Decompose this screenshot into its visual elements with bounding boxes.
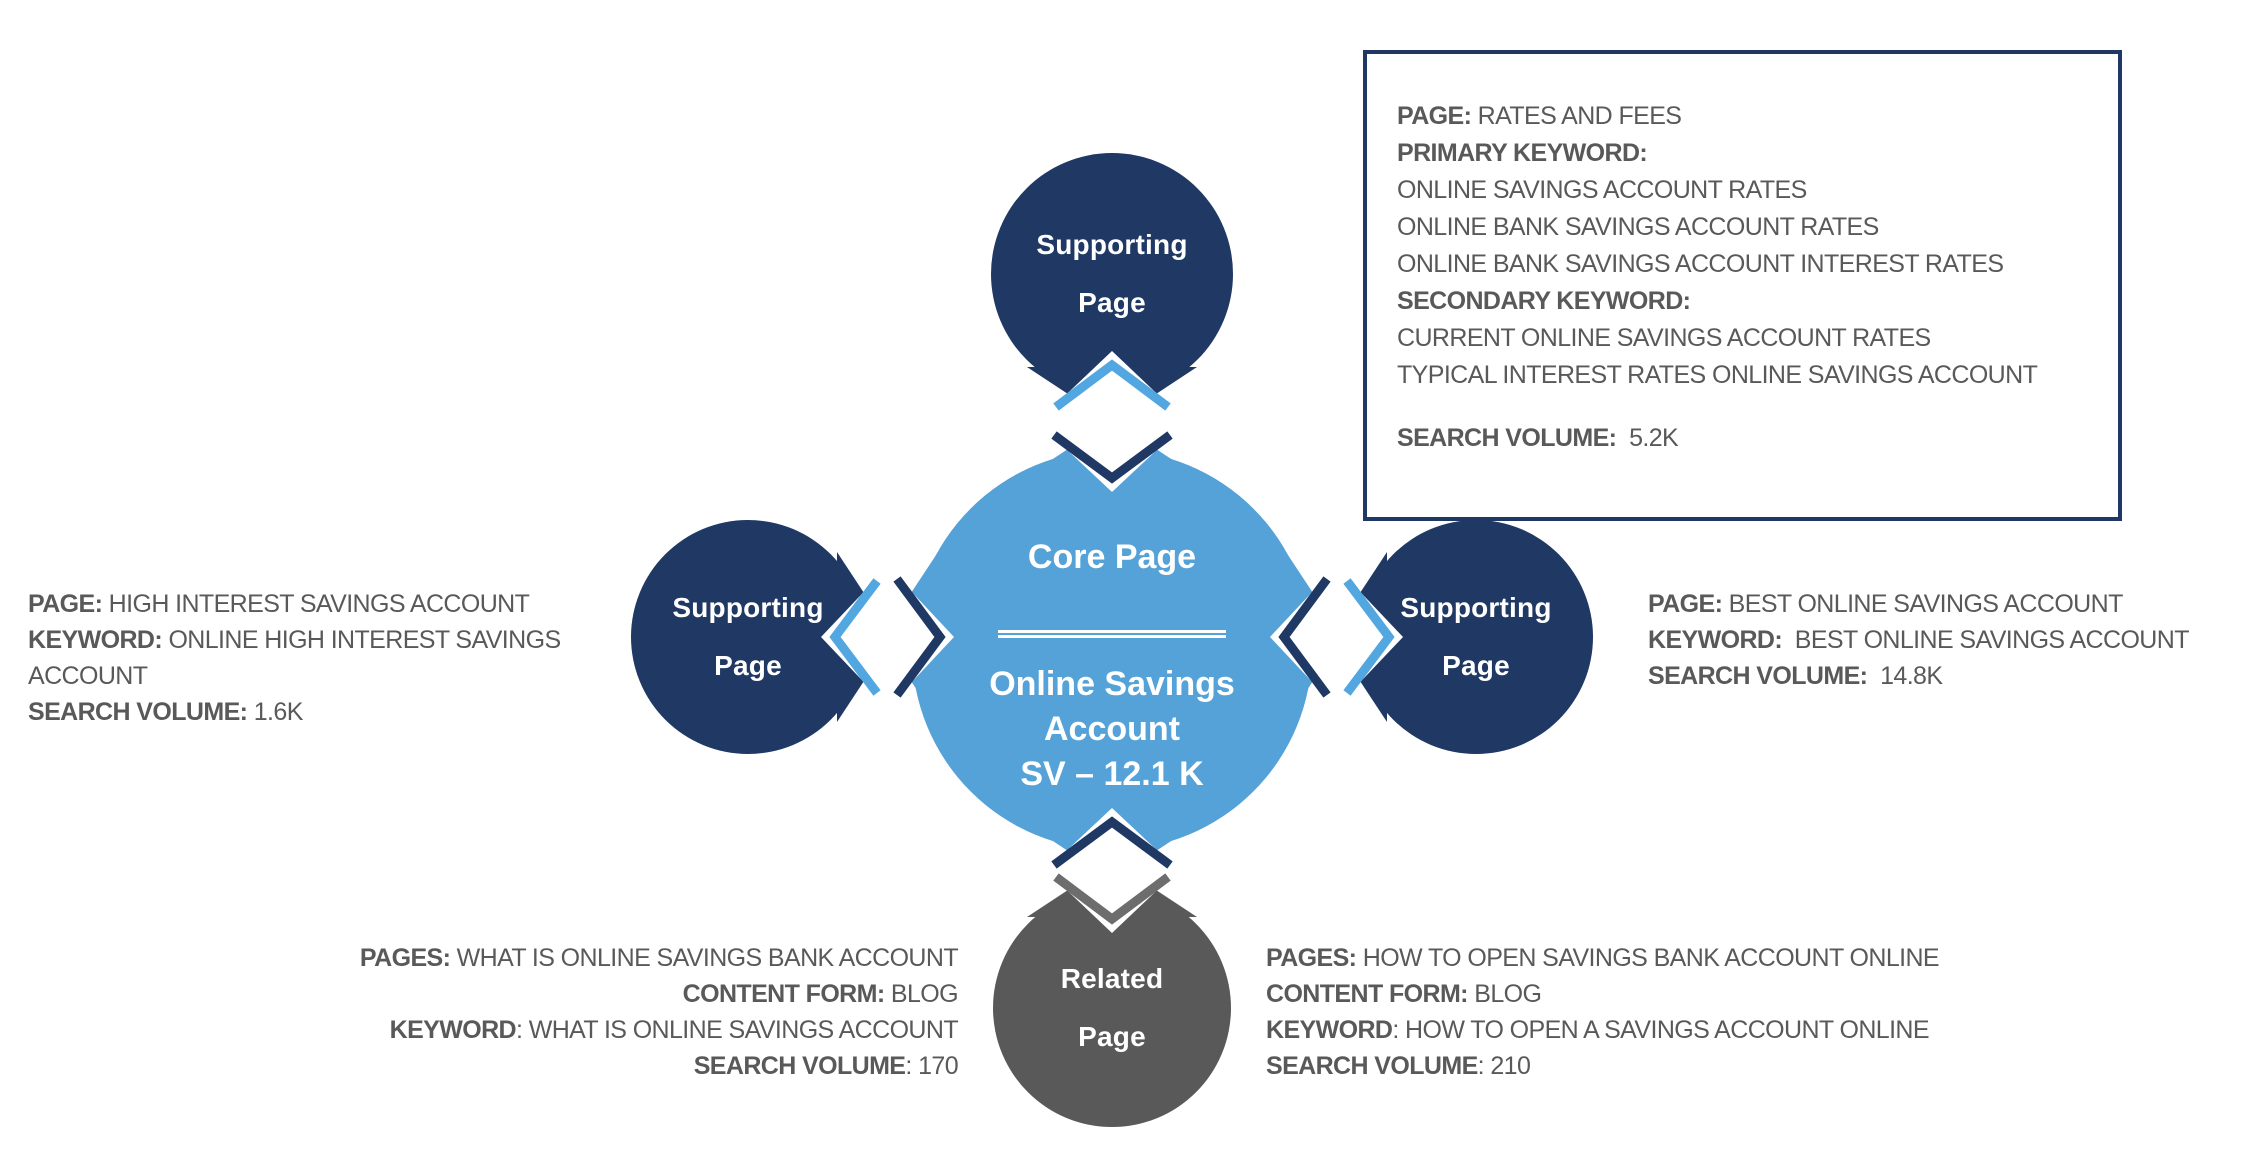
- text-line: ACCOUNT: [28, 662, 148, 690]
- core-page-subtitle: [937, 662, 1287, 797]
- text-block-bottom-left: [318, 940, 958, 1084]
- text-line: KEYWORD: ONLINE HIGH INTEREST SAVINGS: [28, 626, 561, 654]
- core-subtitle-line: Online Savings: [989, 665, 1235, 703]
- node-label-line: Related: [1060, 963, 1164, 994]
- text-line: SEARCH VOLUME: 5.2K: [1397, 424, 1679, 452]
- text-line: ONLINE BANK SAVINGS ACCOUNT RATES: [1397, 213, 1879, 241]
- text-line: ONLINE BANK SAVINGS ACCOUNT INTEREST RATES: [1397, 250, 2004, 278]
- core-divider-inner-line: [998, 633, 1226, 635]
- text-line: SEARCH VOLUME: 170: [693, 1052, 958, 1080]
- core-subtitle-line: SV – 12.1 K: [1020, 755, 1204, 793]
- text-line: SEARCH VOLUME: 1.6K: [28, 698, 303, 726]
- supporting-page-label-left: [628, 579, 868, 695]
- core-subtitle-line: Account: [1044, 710, 1180, 748]
- text-line: PAGE: BEST ONLINE SAVINGS ACCOUNT: [1648, 590, 2123, 618]
- node-label-line: Page: [1442, 650, 1510, 681]
- text-line: KEYWORD: HOW TO OPEN A SAVINGS ACCOUNT ONLINE: [1266, 1016, 1929, 1044]
- node-label-line: Supporting: [672, 592, 824, 623]
- supporting-page-label-top: [992, 216, 1232, 332]
- core-page-title: Core Page: [1027, 538, 1197, 576]
- text-line: PAGE: RATES AND FEES: [1397, 102, 1682, 130]
- text-line: CONTENT FORM: BLOG: [682, 980, 958, 1008]
- node-label-line: Supporting: [1400, 592, 1552, 623]
- text-block-bottom-right: [1266, 940, 2046, 1084]
- text-line: PRIMARY KEYWORD:: [1397, 139, 1648, 167]
- text-line: PAGE: HIGH INTEREST SAVINGS ACCOUNT: [28, 590, 530, 618]
- text-line: PAGES: WHAT IS ONLINE SAVINGS BANK ACCOUNT: [359, 944, 958, 972]
- text-line: CONTENT FORM: BLOG: [1266, 980, 1542, 1008]
- node-label-line: Page: [1078, 1021, 1146, 1052]
- text-block-right: [1648, 586, 2248, 694]
- node-label-line: Supporting: [1036, 229, 1188, 260]
- node-label-line: Page: [714, 650, 782, 681]
- supporting-page-label-right: [1356, 579, 1596, 695]
- rates-and-fees-callout-box: [1363, 50, 2122, 521]
- text-line: TYPICAL INTEREST RATES ONLINE SAVINGS ACCOUNT: [1397, 361, 2038, 389]
- text-line: SEARCH VOLUME: 14.8K: [1648, 662, 1943, 690]
- text-line: SECONDARY KEYWORD:: [1397, 287, 1691, 315]
- text-line: CURRENT ONLINE SAVINGS ACCOUNT RATES: [1397, 324, 1931, 352]
- text-line: PAGES: HOW TO OPEN SAVINGS BANK ACCOUNT ONLINE: [1266, 944, 1940, 972]
- text-block-left: [28, 586, 628, 730]
- node-label-line: Page: [1078, 287, 1146, 318]
- text-line: KEYWORD: WHAT IS ONLINE SAVINGS ACCOUNT: [389, 1016, 958, 1044]
- text-line: SEARCH VOLUME: 210: [1266, 1052, 1531, 1080]
- related-page-label-bottom: [992, 950, 1232, 1066]
- text-line: ONLINE SAVINGS ACCOUNT RATES: [1397, 176, 1807, 204]
- text-line: KEYWORD: BEST ONLINE SAVINGS ACCOUNT: [1648, 626, 2189, 654]
